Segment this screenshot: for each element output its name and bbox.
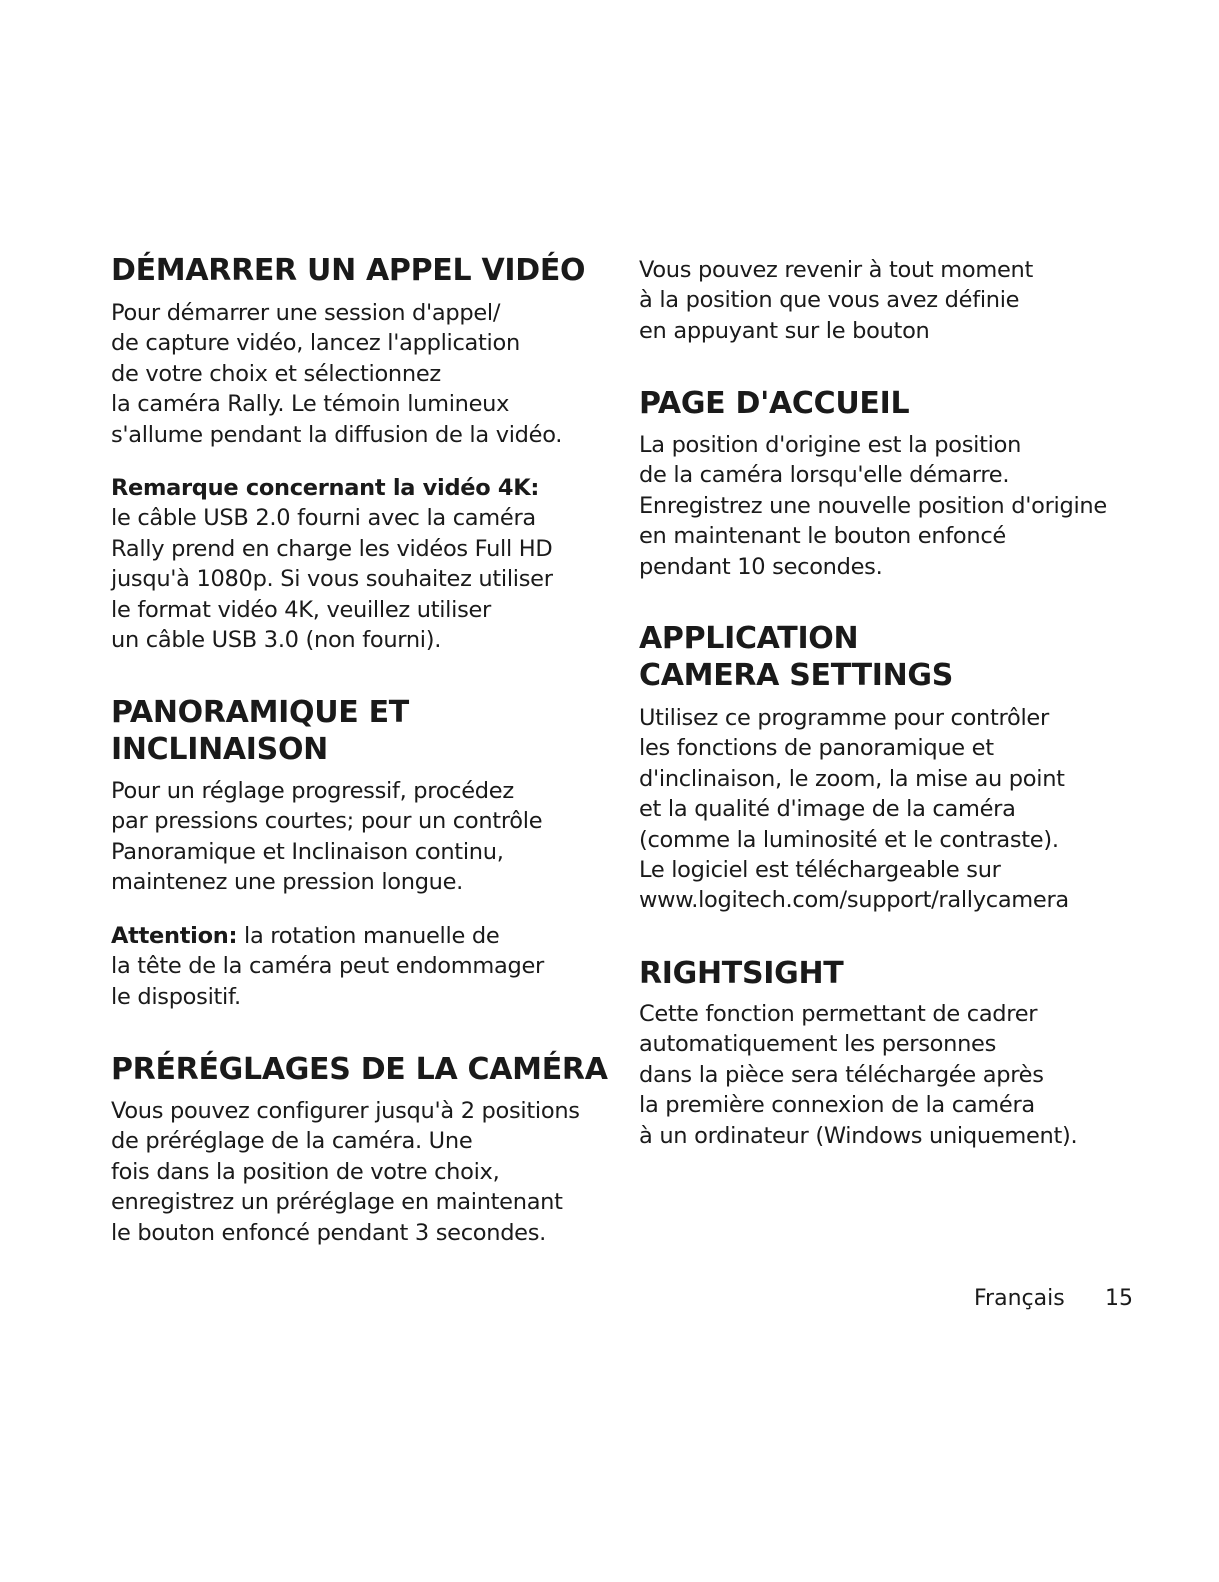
section-body-camera-settings-app: Utilisez ce programme pour contrôler les fonctions de panoramique et d'inclinaison, le zoom, la mise au point et la qualité d'image de la caméra (comme la luminosité et le contraste). Le logiciel est téléchargeable sur www.logitech.com/support/rallycamera (639, 705, 1069, 914)
note-4k-text: le câble USB 2.0 fourni avec la caméra Rally prend en charge les vidéos Full HD jusqu'à 1080p. Si vous souhaitez utiliser le format vidéo 4K, veuillez utiliser un câble USB 3.0 (non fourni). (111, 505, 553, 654)
section-body-home-page: La position d'origine est la position de la caméra lorsqu'elle démarre. Enregistrez une nouvelle position d'origine en maintenant le bouton enfoncé pendant 10 secondes. (639, 432, 1107, 580)
section-title-camera-presets: PRÉRÉGLAGES DE LA CAMÉRA (111, 1052, 608, 1087)
presets-continued-text: Vous pouvez revenir à tout moment à la position que vous avez définie en appuyant sur le bouton (639, 257, 1034, 344)
note-4k-label: Remarque concernant la vidéo 4K: (111, 475, 540, 501)
section-title-start-video-call: DÉMARRER UN APPEL VIDÉO (111, 253, 586, 288)
section-body-pan-tilt: Pour un réglage progressif, procédez par pressions courtes; pour un contrôle Panoramique et Inclinaison continu, maintenez une pression longue. (111, 778, 543, 896)
section-body-rightsight: Cette fonction permettant de cadrer automatiquement les personnes dans la pièce sera téléchargée après la première connexion de la caméra à un ordinateur (Windows uniquement). (639, 1001, 1078, 1149)
attention-warning (111, 921, 544, 1012)
attention-label: Attention: (111, 923, 238, 949)
page-number: 15 (1105, 1286, 1133, 1311)
footer-language: Français (974, 1286, 1065, 1311)
attention-text: la rotation manuelle de la tête de la caméra peut endommager le dispositif. (111, 923, 544, 1010)
section-body-start-video-call: Pour démarrer une session d'appel/ de capture vidéo, lancez l'application de votre choix et sélectionnez la caméra Rally. Le témoin lumineux s'allume pendant la diffusion de la vidéo. (111, 300, 563, 448)
section-title-home-page: PAGE D'ACCUEIL (639, 386, 910, 421)
note-4k-video (111, 473, 553, 655)
section-title-rightsight: RIGHTSIGHT (639, 956, 844, 991)
section-body-camera-presets: Vous pouvez configurer jusqu'à 2 positions de préréglage de la caméra. Une fois dans la position de votre choix, enregistrez un préréglage en maintenant le bouton enfoncé pendant 3 secondes. (111, 1098, 580, 1246)
section-title-pan-tilt: PANORAMIQUE ET INCLINAISON (111, 695, 409, 767)
section-title-camera-settings-app: APPLICATION CAMERA SETTINGS (639, 621, 954, 693)
